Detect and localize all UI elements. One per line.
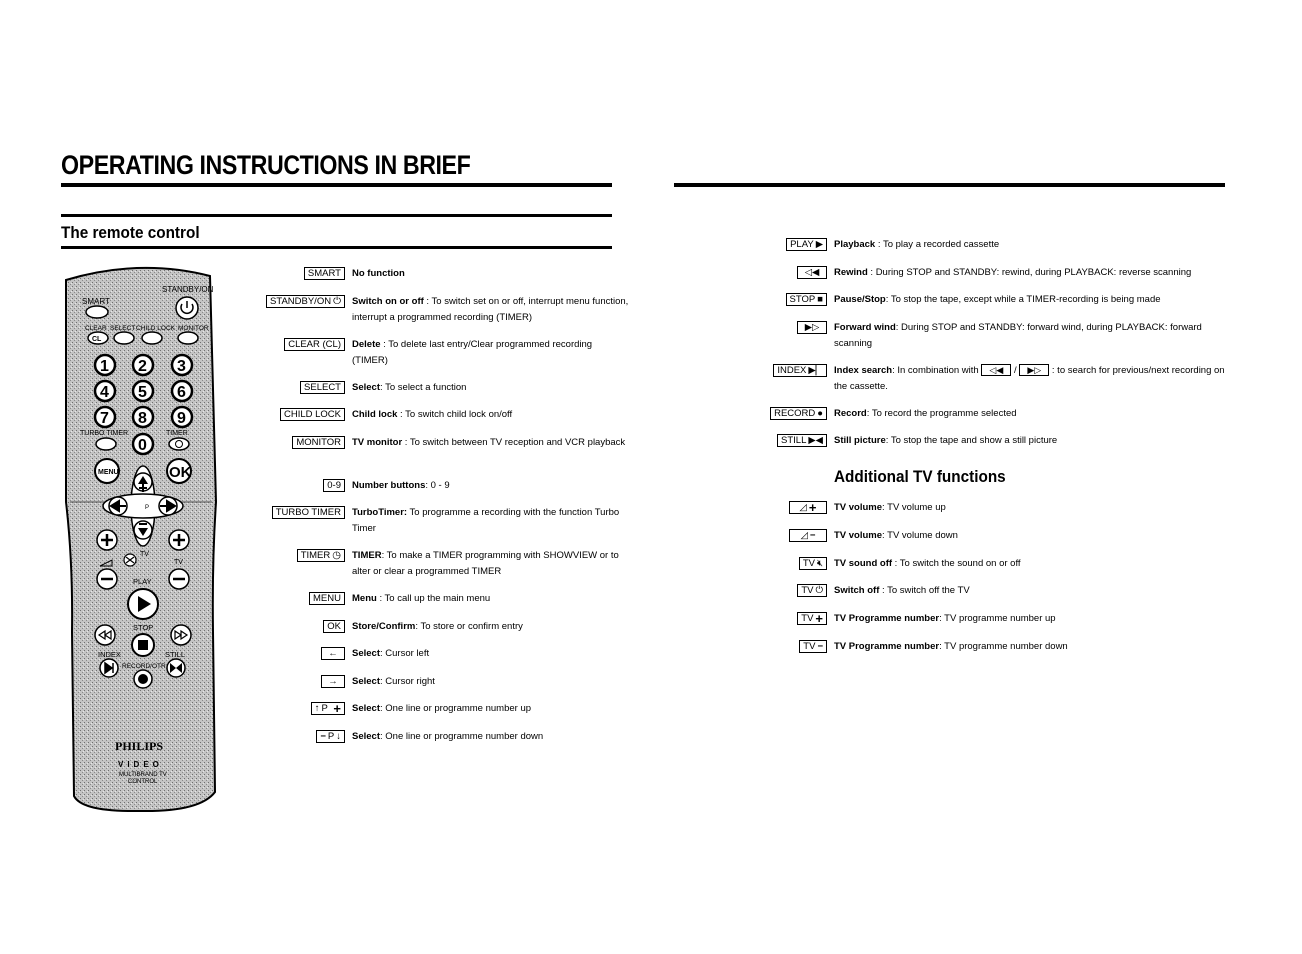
key-menu: MENU	[309, 592, 345, 605]
index-icon: ▶▏	[808, 365, 823, 376]
tv-label: TV	[140, 551, 149, 558]
arrow-up-icon: ↑	[314, 703, 320, 714]
key-index: INDEX ▶▏	[773, 364, 827, 377]
smart-label: SMART	[82, 297, 110, 306]
desc-still: Still picture: To stop the tape and show a still picture	[834, 435, 1058, 446]
key-forward	[797, 321, 827, 334]
key-timer: TIMER ◷	[297, 549, 345, 562]
minus-icon: −	[817, 641, 823, 652]
record-icon: ●	[817, 408, 823, 419]
desc-p-up: Select: One line or programme number up	[352, 703, 532, 714]
standby-label: STANDBY/ON	[162, 285, 214, 294]
timer-button[interactable]	[169, 438, 189, 450]
minus-icon: −	[320, 731, 326, 742]
key-clear: CLEAR (CL)	[284, 338, 345, 351]
key-tv-program-down: TV −	[799, 640, 827, 653]
key-p-up: ↑ P +	[311, 702, 345, 715]
remote-control-illustration	[60, 262, 222, 814]
key-cursor-left	[321, 647, 345, 660]
desc-p-down: Select: One line or programme number down	[352, 731, 544, 742]
key-rewind	[797, 266, 827, 279]
arrow-right-icon: →	[328, 676, 338, 687]
key-still: STILL ▶◀	[777, 434, 827, 447]
digit-8: 8	[138, 410, 147, 427]
monitor-button[interactable]	[178, 332, 198, 344]
stop-icon	[138, 640, 148, 650]
title-rule-left	[61, 183, 612, 187]
desc-monitor: TV monitor : To switch between TV reception and VCR playback	[352, 437, 626, 448]
key-number: 0-9	[323, 479, 345, 492]
still-icon: ▶◀	[808, 435, 823, 446]
desc-stop: Pause/Stop: To stop the tape, except while a TIMER-recording is being made	[834, 294, 1161, 305]
desc-standby: Switch on or off : To switch set on or off, interrupt menu function, interrupt a programmed recording (TIMER)	[352, 296, 629, 323]
desc-menu: Menu : To call up the main menu	[352, 593, 491, 604]
title-rule-right	[674, 183, 1225, 187]
desc-child-lock: Child lock : To switch child lock on/off	[352, 409, 513, 420]
section-rule-top	[61, 214, 612, 217]
turbo-timer-button[interactable]	[96, 438, 116, 450]
digit-2: 2	[138, 358, 147, 375]
digit-9: 9	[177, 410, 186, 427]
section-title: The remote control	[61, 223, 200, 242]
desc-tv-off: Switch off : To switch off the TV	[834, 585, 970, 596]
key-stop: STOP ■	[786, 293, 827, 306]
cl-label: CL	[92, 336, 102, 343]
key-record: RECORD ●	[770, 407, 827, 420]
key-child-lock: CHILD LOCK	[280, 408, 345, 421]
monitor-label: MONITOR	[178, 325, 209, 332]
desc-tv-program-down: TV Programme number: TV programme number down	[834, 641, 1068, 652]
childlock-label: CHILD LOCK	[136, 325, 176, 332]
turbo-timer-label: TURBO TIMER	[80, 430, 129, 437]
desc-cursor-right: Select: Cursor right	[352, 676, 435, 687]
desc-number: Number buttons: 0 - 9	[352, 480, 450, 491]
select-button[interactable]	[114, 332, 134, 344]
desc-ok: Store/Confirm: To store or confirm entry	[352, 621, 523, 632]
volume-icon: ◿	[799, 502, 807, 513]
section-rule-bottom	[61, 246, 612, 249]
stop-label: STOP	[133, 623, 154, 632]
desc-tv-volume-down: TV volume: TV volume down	[834, 530, 958, 541]
minus-icon: −	[809, 530, 816, 541]
desc-index: Index search: In combination with ◁◀ / ▶▷ : to search for previous/next recording on the cassette.	[834, 365, 1225, 392]
key-ok: OK	[323, 620, 345, 633]
forward-icon: ▶▷	[804, 322, 820, 333]
key-tv-volume-up	[789, 501, 827, 514]
p-label: P	[145, 505, 150, 511]
key-smart: SMART	[304, 267, 345, 280]
arrow-down-icon: ↓	[336, 731, 341, 742]
digit-7: 7	[100, 410, 109, 427]
desc-play: Playback : To play a recorded cassette	[834, 239, 1000, 250]
plus-icon: +	[808, 500, 817, 515]
key-standby: STANDBY/ON ⏻	[266, 295, 345, 308]
timer-label: TIMER	[166, 430, 188, 437]
index-label: INDEX	[98, 650, 121, 659]
key-play: PLAY ▶	[786, 238, 827, 251]
desc-smart: No function	[352, 268, 405, 279]
key-tv-program-up: TV +	[797, 612, 827, 625]
rewind-icon: ◁◀	[989, 365, 1004, 376]
rewind-icon: ◁◀	[804, 267, 820, 278]
forward-icon: ▶▷	[1027, 365, 1042, 376]
mute-icon: 🔇︎	[817, 558, 823, 569]
select-label: SELECT	[110, 325, 136, 332]
brand-logo: PHILIPS	[115, 739, 164, 753]
desc-turbo-timer: TurboTimer: To programme a recording with the function Turbo Timer	[352, 507, 620, 534]
desc-tv-mute: TV sound off : To switch the sound on or off	[834, 558, 1021, 569]
childlock-button[interactable]	[142, 332, 162, 344]
power-icon: ⏻	[815, 585, 823, 596]
desc-tv-volume-up: TV volume: TV volume up	[834, 502, 946, 513]
key-tv-volume-down	[789, 529, 827, 542]
power-icon: ⏻	[333, 296, 341, 307]
video-label: VIDEO	[118, 760, 163, 769]
play-label: PLAY	[133, 577, 152, 586]
plus-icon: +	[815, 611, 823, 626]
key-cursor-right	[321, 675, 345, 688]
ok-label: OK	[169, 464, 192, 481]
plus-icon: +	[329, 701, 341, 716]
stop-icon: ■	[817, 294, 823, 305]
control-label: CONTROL	[128, 779, 158, 785]
play-icon: ▶	[815, 239, 823, 250]
inline-forward-key	[1019, 364, 1049, 376]
digit-5: 5	[138, 384, 147, 401]
subsection-title: Additional TV functions	[834, 467, 1006, 486]
still-label: STILL	[165, 650, 186, 659]
remote-control-svg	[60, 262, 222, 814]
digit-6: 6	[177, 384, 186, 401]
desc-select: Select: To select a function	[352, 382, 467, 393]
inline-rewind-key	[981, 364, 1011, 376]
volume-icon: ◿	[800, 530, 808, 541]
digit-4: 4	[100, 384, 109, 401]
record-icon	[138, 674, 148, 684]
smart-button[interactable]	[86, 306, 108, 318]
desc-cursor-left: Select: Cursor left	[352, 648, 430, 659]
key-tv-mute: TV 🔇︎	[799, 557, 827, 570]
desc-clear: Delete : To delete last entry/Clear programmed recording (TIMER)	[352, 339, 593, 366]
desc-tv-program-up: TV Programme number: TV programme number up	[834, 613, 1056, 624]
key-select: SELECT	[300, 381, 345, 394]
clear-label: CLEAR	[85, 325, 107, 332]
key-monitor: MONITOR	[292, 436, 345, 449]
desc-forward: Forward wind: During STOP and STANDBY: forward wind, during PLAYBACK: forward scanning	[834, 322, 1202, 349]
desc-timer: TIMER: To make a TIMER programming with SHOWVIEW or to alter or clear a programmed TIMER	[352, 550, 619, 577]
record-label: RECORD/OTR	[122, 663, 166, 670]
tv-label-right: TV	[174, 559, 183, 566]
multibrand-label: MULTIBRAND TV	[119, 772, 167, 778]
page-title: OPERATING INSTRUCTIONS IN BRIEF	[61, 150, 471, 180]
digit-0: 0	[138, 437, 147, 454]
menu-label: MENU	[98, 469, 119, 476]
desc-rewind: Rewind : During STOP and STANDBY: rewind, during PLAYBACK: reverse scanning	[834, 267, 1192, 278]
key-p-down: − P ↓	[316, 730, 345, 743]
key-turbo-timer: TURBO TIMER	[272, 506, 345, 519]
desc-record: Record: To record the programme selected	[834, 408, 1017, 419]
digit-3: 3	[177, 358, 186, 375]
clock-icon: ◷	[332, 550, 341, 561]
arrow-left-icon: ←	[328, 648, 338, 659]
digit-1: 1	[100, 358, 109, 375]
key-tv-off: TV ⏻	[797, 584, 827, 597]
